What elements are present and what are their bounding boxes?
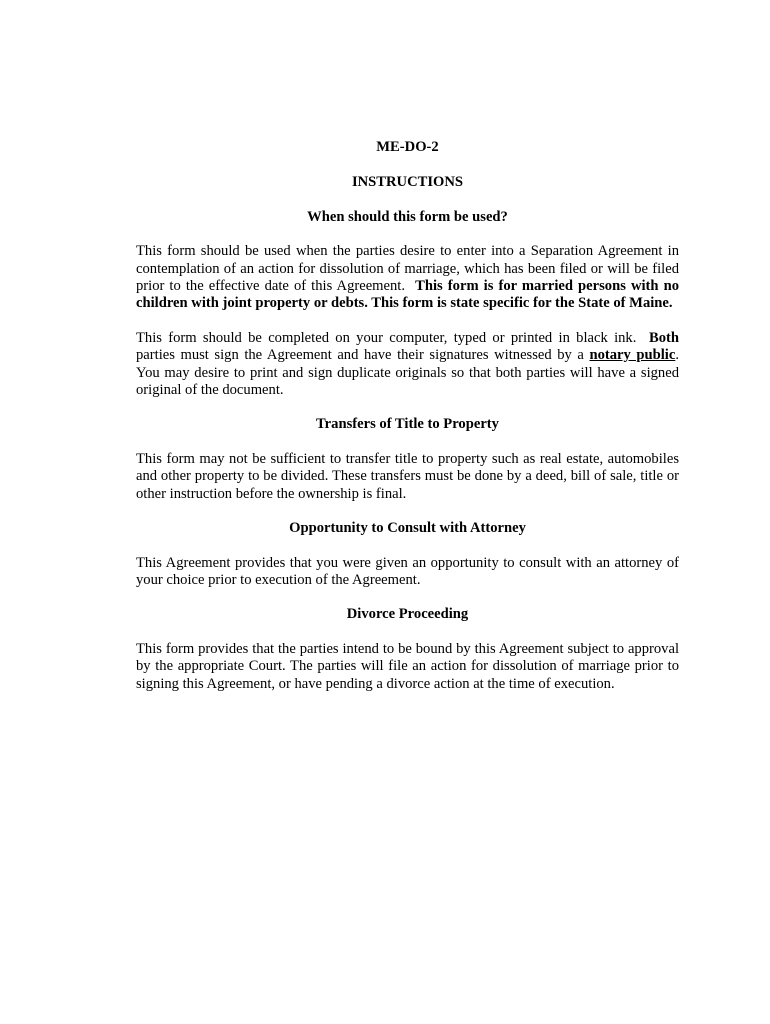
- heading-when-used: When should this form be used?: [307, 208, 508, 225]
- completion-text-c: . You may desire to print and sign duplicate originals so that both parties will have a signed original of the document.: [136, 347, 679, 399]
- completion-text-a: This form should be completed on your computer, typed or printed in black ink.: [136, 329, 637, 346]
- paragraph-transfers: This form may not be sufficient to transfer title to property such as real estate, automobiles and other property to be divided. These transfers must be done by a deed, bill of sale, title or other instruction before the ownership is final.: [136, 450, 679, 502]
- form-id: ME-DO-2: [376, 139, 439, 155]
- when-used-text: This form should be used when the parties desire to enter into a Separation Agreement in contemplation of an action for dissolution of marriage, which has been filed or will be filed prior to the effective date of this Agreement.: [136, 243, 679, 295]
- instructions-title: INSTRUCTIONS: [351, 174, 464, 191]
- paragraph-completion: [136, 330, 679, 400]
- when-used-bold-text: This form is for married persons with no children with joint property or debts. This form is state specific for the State of Maine.: [136, 278, 679, 312]
- notary-public-text: notary public: [589, 347, 676, 364]
- document-page: [136, 139, 679, 710]
- completion-bold-both: Both: [648, 329, 679, 346]
- heading-divorce: Divorce Proceeding: [346, 606, 469, 623]
- heading-attorney: Opportunity to Consult with Attorney: [289, 520, 526, 537]
- paragraph-when-used: [136, 243, 679, 313]
- heading-transfers: Transfers of Title to Property: [316, 416, 499, 433]
- completion-text-b: parties must sign the Agreement and have their signatures witnessed by a: [136, 347, 584, 364]
- paragraph-divorce: This form provides that the parties intend to be bound by this Agreement subject to approval by the appropriate Court. The parties will file an action for dissolution of marriage prior to signing this Agreement, or have pending a divorce action at the time of execution.: [136, 640, 679, 692]
- paragraph-attorney: This Agreement provides that you were given an opportunity to consult with an attorney of your choice prior to execution of the Agreement.: [136, 554, 679, 588]
